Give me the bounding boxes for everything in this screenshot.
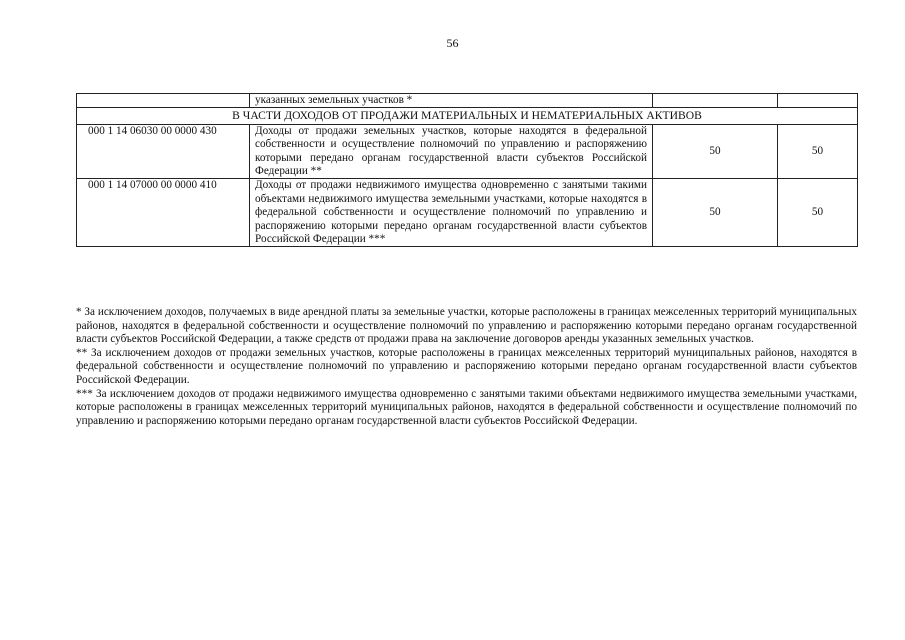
cell-code: 000 1 14 06030 00 0000 430: [77, 124, 250, 179]
cell-description: Доходы от продажи недвижимого имущества одновременно с занятыми такими объектами недвижимого имущества земельными участками, которые находятся в федеральной собственности и осуществление полномочий по управлению и распоряжению которыми передано органам государственной власти субъектов Российской Федерации ***: [250, 179, 653, 247]
table-row-continued: [77, 94, 858, 108]
table-row: [77, 124, 858, 179]
footnote-two-star: ** За исключением доходов от продажи земельных участков, которые расположены в границах межселенных территорий муниципальных районов, находятся в федеральной собственности и осуществление полномочий по управлению и распоряжению которыми передано органам государственной власти субъектов Российской Федерации.: [76, 346, 857, 386]
table-section-row: [77, 108, 858, 124]
table-row: [77, 179, 858, 247]
cell-code: [77, 94, 250, 108]
cell-value-2: 50: [778, 179, 858, 247]
revenue-table: [76, 93, 858, 247]
page-number: 56: [446, 36, 459, 50]
cell-description: Доходы от продажи земельных участков, которые находятся в федеральной собственности и осуществление полномочий по управлению и распоряжению которыми передано органам государственной власти субъектов Российской Федерации **: [250, 124, 653, 179]
footnote-one-star: * За исключением доходов, получаемых в виде арендной платы за земельные участки, которые расположены в границах межселенных территорий муниципальных районов, находятся в федеральной собственности и осуществление полномочий по управлению и распоряжению которыми передано органам государственной власти субъектов Российской Федерации, а также средств от продажи права на заключение договоров аренды указанных земельных участков.: [76, 306, 857, 346]
cell-value-1: [653, 94, 778, 108]
section-header: В ЧАСТИ ДОХОДОВ ОТ ПРОДАЖИ МАТЕРИАЛЬНЫХ И НЕМАТЕРИАЛЬНЫХ АКТИВОВ: [77, 108, 858, 124]
footnote-three-star: *** За исключением доходов от продажи недвижимого имущества одновременно с занятыми такими объектами недвижимого имущества земельными участками, которые расположены в границах межселенных территорий муниципальных районов, находятся в федеральной собственности и осуществление полномочий по управлению и распоряжению которыми передано органам государственной власти субъектов Российской Федерации.: [76, 387, 857, 427]
cell-value-2: 50: [778, 124, 858, 179]
cell-value-2: [778, 94, 858, 108]
cell-code: 000 1 14 07000 00 0000 410: [77, 179, 250, 247]
footnotes: [76, 306, 857, 428]
cell-description: указанных земельных участков *: [250, 94, 653, 108]
cell-value-1: 50: [653, 124, 778, 179]
cell-value-1: 50: [653, 179, 778, 247]
